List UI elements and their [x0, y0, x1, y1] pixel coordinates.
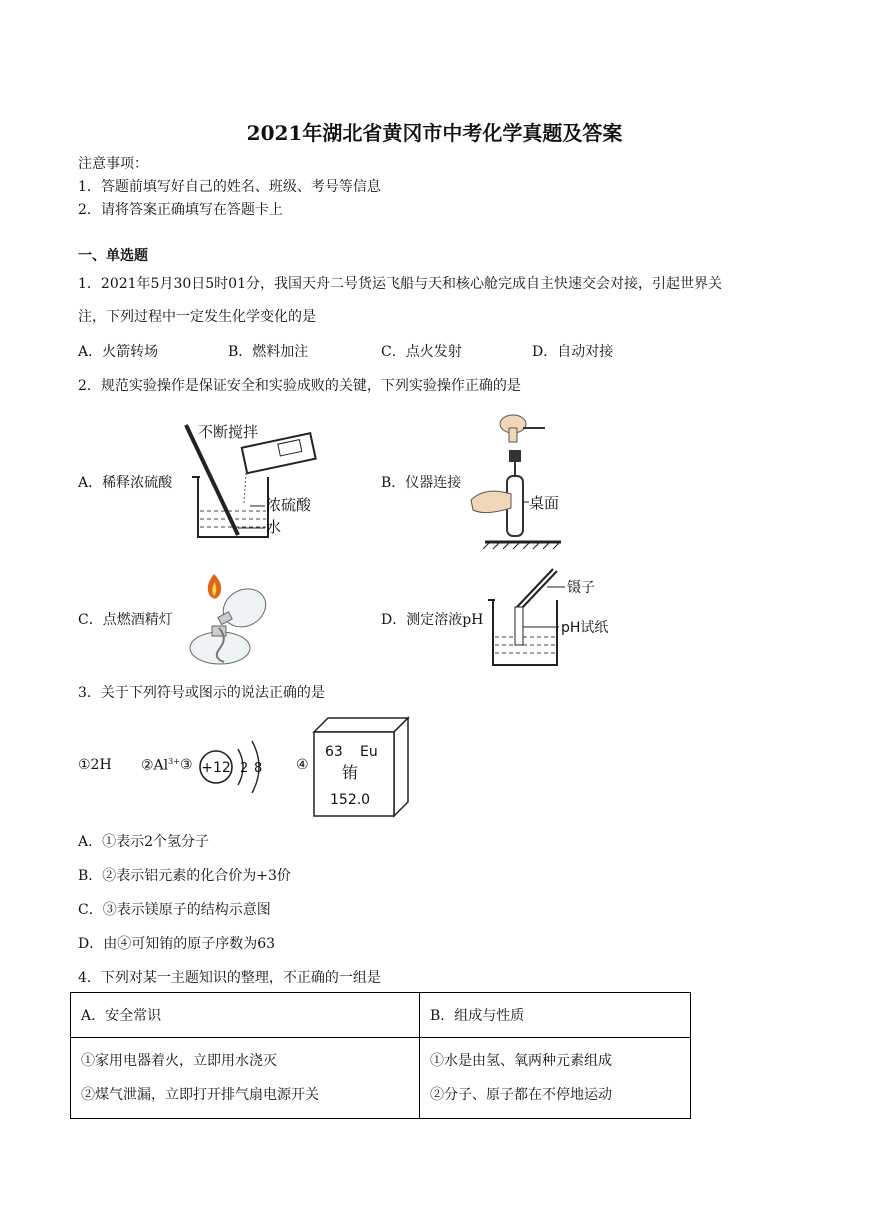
- water-label: 水: [266, 518, 282, 536]
- al-charge: 3+: [168, 757, 180, 766]
- ph-paper-label: pH试纸: [561, 620, 609, 636]
- notes-heading: 注意事项：: [78, 156, 148, 172]
- q4-stem: 4．下列对某一主题知识的整理，不正确的一组是: [78, 970, 381, 986]
- section-heading: 一、单选题: [78, 248, 148, 264]
- ph-measurement-figure: [485, 565, 635, 670]
- q1-stem-line1: 1．2021年5月30日5时01分，我国天舟二号货运飞船与天和核心舱完成自主快速交会对接，引起世界关: [78, 276, 722, 292]
- element-name: 铕: [342, 763, 359, 782]
- tweezers-label: 镊子: [567, 580, 595, 596]
- shell-electrons-2: 8: [254, 761, 263, 776]
- table-cell-text: ①家用电器着火，立即用水浇灭: [81, 1053, 277, 1069]
- stir-label: 不断搅拌: [198, 423, 259, 441]
- desk-label: 桌面: [529, 494, 560, 512]
- table-cell-text: ②分子、原子都在不停地运动: [430, 1087, 612, 1103]
- element-atomic-number: 63: [325, 744, 343, 760]
- nucleus-charge: +12: [201, 760, 231, 776]
- table-head-a: A．安全常识: [71, 993, 420, 1038]
- element-mass: 152.0: [330, 792, 371, 808]
- atom-structure-diagram: [196, 735, 286, 799]
- table-head-b: B．组成与性质: [420, 993, 691, 1038]
- note-item: 1．答题前填写好自己的姓名、班级、考号等信息: [78, 179, 381, 195]
- note-item: 2．请将答案正确填写在答题卡上: [78, 202, 283, 218]
- q1-option-a: A．火箭转场: [78, 344, 159, 360]
- q1-option-c: C．点火发射: [381, 344, 462, 360]
- table-row: [71, 1038, 691, 1119]
- q3-option-d: D．由④可知铕的原子序数为63: [78, 936, 276, 952]
- q2-option-d: D．测定溶液pH: [381, 612, 484, 628]
- q2-stem: 2．规范实验操作是保证安全和实验成败的关键，下列实验操作正确的是: [78, 378, 521, 394]
- symbol-2h: ①2H: [78, 757, 112, 773]
- page-title: 2021年湖北省黄冈市中考化学真题及答案: [246, 121, 623, 145]
- atom-diagram-number: ③: [180, 757, 193, 773]
- q1-stem-line2: 注，下列过程中一定发生化学变化的是: [78, 309, 316, 325]
- q3-stem: 3．关于下列符号或图示的说法正确的是: [78, 685, 325, 701]
- table-cell-text: ②煤气泄漏，立即打开排气扇电源开关: [81, 1087, 319, 1103]
- element-symbol: Eu: [360, 744, 378, 760]
- table-cell-b: [420, 1038, 691, 1119]
- acid-label: 浓硫酸: [266, 496, 312, 514]
- dilution-figure: [180, 415, 330, 545]
- symbol-al-ion: [141, 757, 180, 774]
- alcohol-lamp-figure: [180, 568, 280, 668]
- q2-option-c: C．点燃酒精灯: [78, 612, 173, 628]
- q2-option-a: A．稀释浓硫酸: [78, 475, 173, 491]
- element-cell-eu: [312, 716, 412, 818]
- al-symbol: ②Al: [141, 757, 169, 774]
- element-cell-number: ④: [296, 757, 309, 773]
- table-cell-a: [71, 1038, 420, 1119]
- table-row: [71, 993, 691, 1038]
- q1-option-d: D．自动对接: [532, 344, 614, 360]
- knowledge-table: [70, 992, 691, 1119]
- q3-option-b: B．②表示铝元素的化合价为+3价: [78, 868, 291, 884]
- q2-option-b: B．仪器连接: [381, 475, 462, 491]
- instrument-connection-figure: [465, 410, 575, 550]
- q3-option-c: C．③表示镁原子的结构示意图: [78, 902, 271, 918]
- q3-option-a: A．①表示2个氢分子: [78, 834, 210, 850]
- table-cell-text: ①水是由氢、氧两种元素组成: [430, 1053, 612, 1069]
- shell-electrons-1: 2: [240, 761, 249, 776]
- q1-option-b: B．燃料加注: [228, 344, 309, 360]
